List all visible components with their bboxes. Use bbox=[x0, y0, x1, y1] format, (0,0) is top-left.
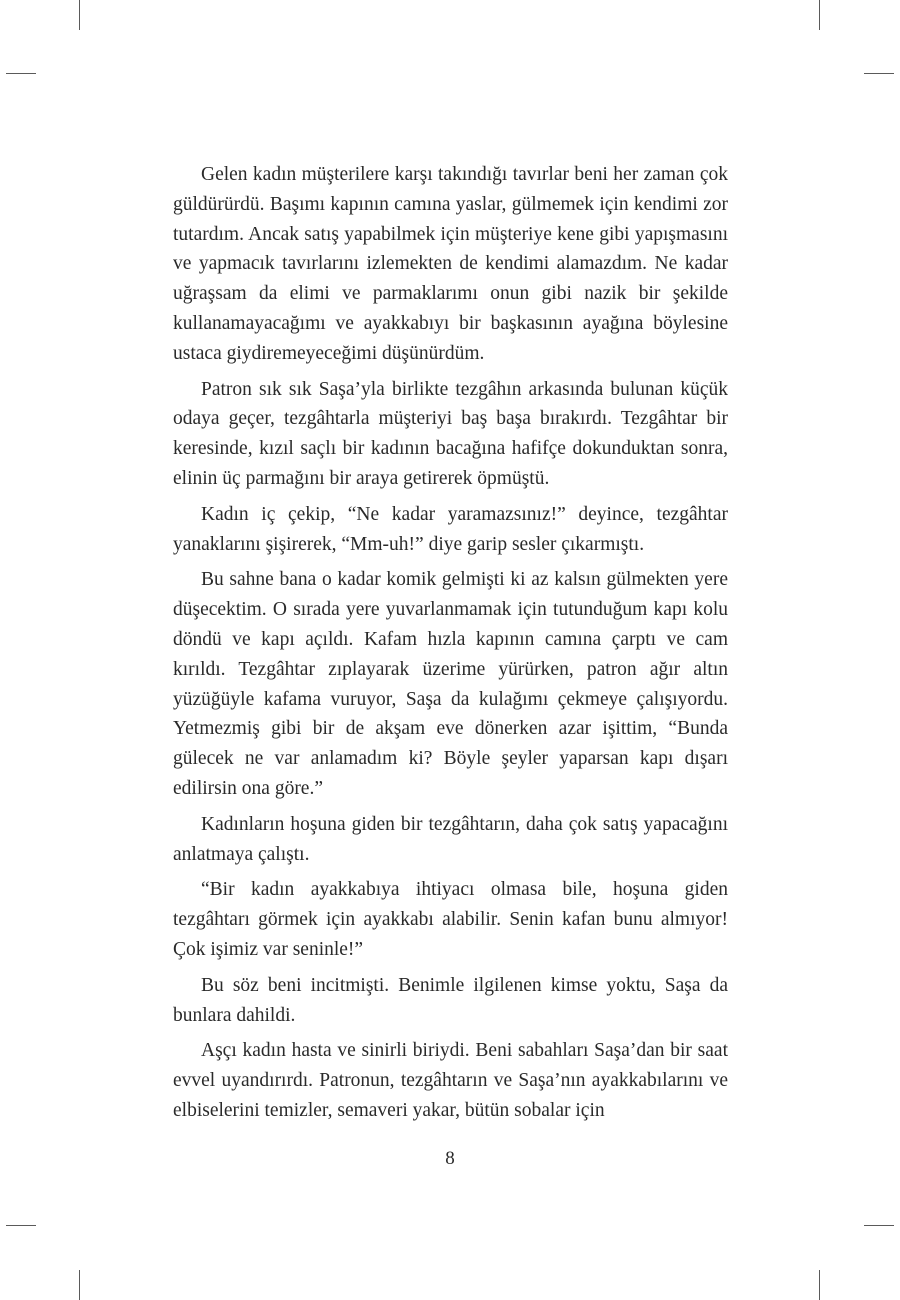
crop-mark-bottom-left-horizontal bbox=[6, 1225, 36, 1226]
paragraph: Bu sahne bana o kadar komik gelmişti ki az kalsın gülmekten yere düşecektim. O sırada yere yuvarlanmamak için tutunduğum kapı kolu döndü ve kapı açıldı. Kafam hızla kapının camına çarptı ve cam kırıldı. Tezgâhtar zıplayarak üzerime yürürken, patron ağır altın yüzüğüyle kafama vuruyor, Saşa da kulağımı çekmeye çalışıyordu. Yetmezmiş gibi bir de akşam eve dönerken azar işittim, “Bunda gülecek ne var anlamadım ki? Böyle şeyler yaparsan kapı dışarı edilirsin ona göre.” bbox=[173, 569, 728, 799]
crop-mark-bottom-left-vertical bbox=[79, 1270, 80, 1300]
crop-mark-bottom-right-vertical bbox=[819, 1270, 820, 1300]
paragraph: Aşçı kadın hasta ve sinirli biriydi. Beni sabahları Saşa’dan bir saat evvel uyandırırdı. Patronun, tezgâhtarın ve Saşa’nın ayakkabılarını ve elbiselerini temizler, semaveri yakar, bütün sobalar için bbox=[173, 1040, 728, 1121]
page-number: 8 bbox=[445, 1148, 455, 1169]
crop-mark-top-right-vertical bbox=[819, 0, 820, 30]
paragraph: Patron sık sık Saşa’yla birlikte tezgâhın arkasında bulunan küçük odaya geçer, tezgâhtarla müşteriyi baş başa bırakırdı. Tezgâhtar bir keresinde, kızıl saçlı bir kadının bacağına hafifçe dokunduktan sonra, elinin üç parmağını bir araya getirerek öpmüştü. bbox=[173, 378, 728, 489]
body-text bbox=[173, 160, 728, 1132]
crop-mark-top-left-horizontal bbox=[6, 73, 36, 74]
paragraph: “Bir kadın ayakkabıya ihtiyacı olmasa bile, hoşuna giden tezgâhtarı görmek için ayakkabı alabilir. Senin kafan bunu almıyor! Çok işimiz var seninle!” bbox=[173, 879, 728, 960]
paragraph: Kadın iç çekip, “Ne kadar yaramazsınız!” deyince, tezgâhtar yanaklarını şişirerek, “Mm-uh!” diye garip sesler çıkarmıştı. bbox=[173, 503, 728, 555]
paragraph: Kadınların hoşuna giden bir tezgâhtarın, daha çok satış yapacağını anlatmaya çalıştı. bbox=[173, 813, 728, 865]
paragraph: Bu söz beni incitmişti. Benimle ilgilenen kimse yoktu, Saşa da bunlara dahildi. bbox=[173, 974, 728, 1026]
crop-mark-bottom-right-horizontal bbox=[864, 1225, 894, 1226]
paragraph: Gelen kadın müşterilere karşı takındığı tavırlar beni her zaman çok güldürürdü. Başımı kapının camına yaslar, gülmemek için kendimi zor tutardım. Ancak satış yapabilmek için müşteriye kene gibi yapışmasını ve yapmacık tavırlarını izlemekten de kendimi alamazdım. Ne kadar uğraşsam da elimi ve parmaklarımı onun gibi nazik bir şekilde kullanamayacağımı ve ayakkabıyı bir başkasının ayağına böylesine ustaca giydiremeyeceğimi düşünürdüm. bbox=[173, 164, 728, 364]
crop-mark-top-left-vertical bbox=[79, 0, 80, 30]
crop-mark-top-right-horizontal bbox=[864, 73, 894, 74]
